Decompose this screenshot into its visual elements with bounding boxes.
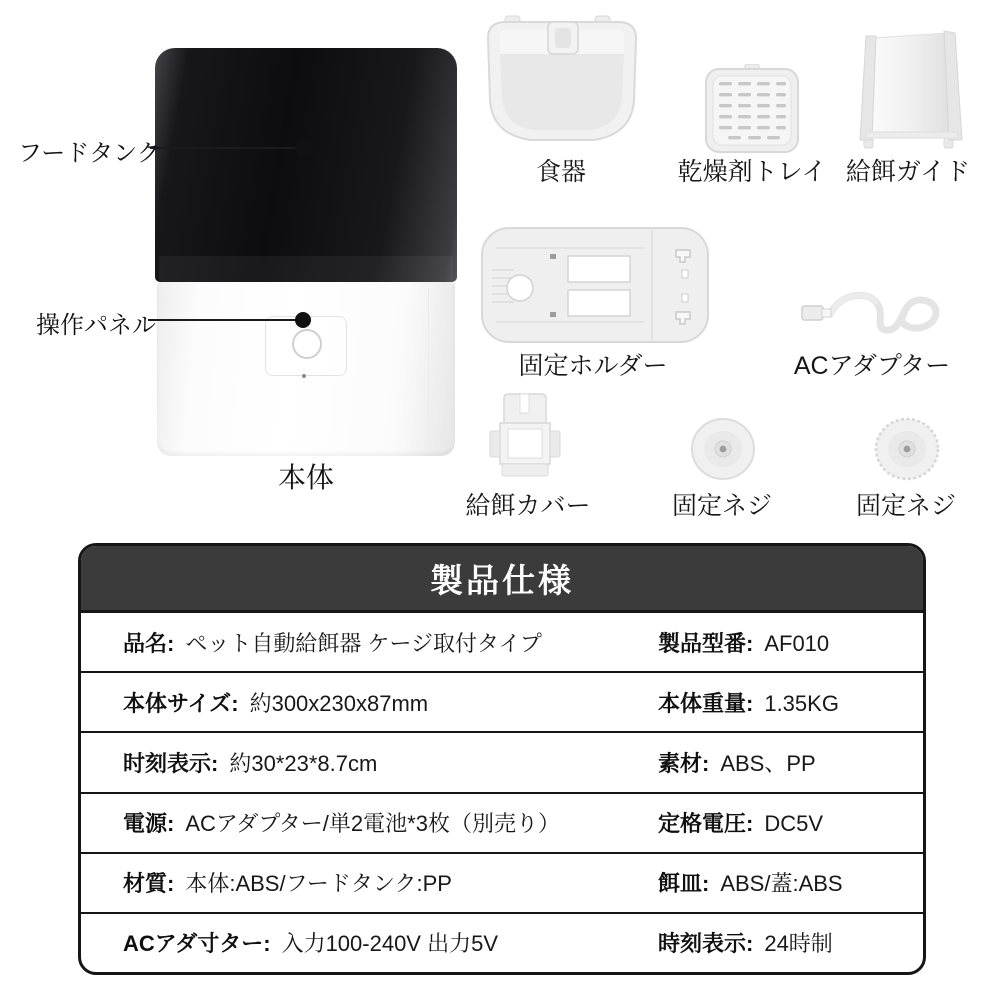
spec-label: 餌皿:: [658, 871, 710, 897]
spec-row-adapter: [81, 912, 923, 972]
ac-adapter-icon: [800, 280, 946, 349]
spec-label: 本体重量:: [658, 690, 754, 716]
spec-table-header: [81, 546, 923, 613]
spec-label: 材質:: [123, 871, 175, 897]
spec-label: 定格電圧:: [658, 811, 754, 837]
callout-label-control-panel: 操作パネル: [36, 312, 156, 339]
spec-value: ACアダプター/単2電池*3枚（別売り）: [185, 811, 560, 837]
spec-label: 品名:: [123, 630, 175, 656]
dish-label: 食器: [535, 158, 586, 186]
food-tank-illustration: [155, 48, 457, 282]
spec-value: 24時制: [764, 931, 833, 957]
fixing-screw-1-icon: [688, 416, 758, 489]
spec-row-name: [81, 613, 923, 671]
spec-label: 時刻表示:: [658, 931, 754, 957]
dish-icon: [478, 14, 646, 157]
spec-value: 約300x230x87mm: [249, 690, 429, 716]
callout-line-food-tank: [150, 147, 300, 149]
spec-row-size-cm: [81, 731, 923, 791]
spec-value: DC5V: [764, 811, 824, 837]
spec-value: 約30*23*8.7cm: [229, 750, 378, 776]
spec-value: ペット自動給餌器 ケージ取付タイプ: [185, 630, 542, 656]
callout-line-control-panel: [148, 319, 300, 321]
feeding-cover-icon: [486, 392, 564, 487]
callout-dot-food-tank: [295, 140, 311, 156]
mount-holder-icon: [480, 226, 710, 349]
main-unit-base-illustration: [157, 282, 455, 456]
spec-label: 製品型番:: [658, 630, 754, 656]
ac-adapter-label: ACアダプター: [793, 352, 951, 380]
spec-value: 本体:ABS/フードタンク:PP: [185, 871, 452, 897]
desiccant-tray-icon: [704, 64, 800, 159]
fixing-screw-2-icon: [872, 416, 942, 489]
desiccant-tray-label: 乾燥剤トレイ: [677, 158, 827, 186]
callout-dot-control-panel: [295, 312, 311, 328]
spec-value: ABS/蓋:ABS: [720, 871, 843, 897]
feeding-guide-icon: [852, 28, 966, 159]
spec-value: AF010: [764, 630, 830, 656]
spec-label: 素材:: [658, 750, 710, 776]
spec-row-material: [81, 852, 923, 912]
spec-row-power: [81, 792, 923, 852]
spec-value: ABS、PP: [720, 750, 816, 776]
spec-table: [78, 543, 926, 975]
main-unit-label: 本体: [277, 462, 334, 493]
callout-label-food-tank: フードタンク: [18, 140, 161, 167]
mount-holder-label: 固定ホルダー: [518, 352, 668, 380]
feeding-guide-label: 給餌ガイド: [845, 158, 971, 186]
spec-row-size: [81, 671, 923, 731]
indicator-dot: [302, 374, 306, 378]
spec-table-title: 製品仕様: [430, 561, 574, 599]
fixing-screw-2-label: 固定ネジ: [855, 492, 956, 520]
spec-label: 電源:: [123, 811, 175, 837]
feed-button-illustration: [292, 329, 322, 359]
spec-label: 本体サイズ:: [123, 690, 239, 716]
spec-label: ACアダ寸ター:: [123, 931, 271, 957]
spec-value: 入力100-240V 出力5V: [281, 931, 498, 957]
spec-table-body: [81, 613, 923, 972]
fixing-screw-1-label: 固定ネジ: [671, 492, 772, 520]
spec-value: 1.35KG: [764, 690, 839, 716]
feeding-cover-label: 給餌カバー: [465, 492, 591, 520]
spec-label: 时刻表示:: [123, 750, 219, 776]
